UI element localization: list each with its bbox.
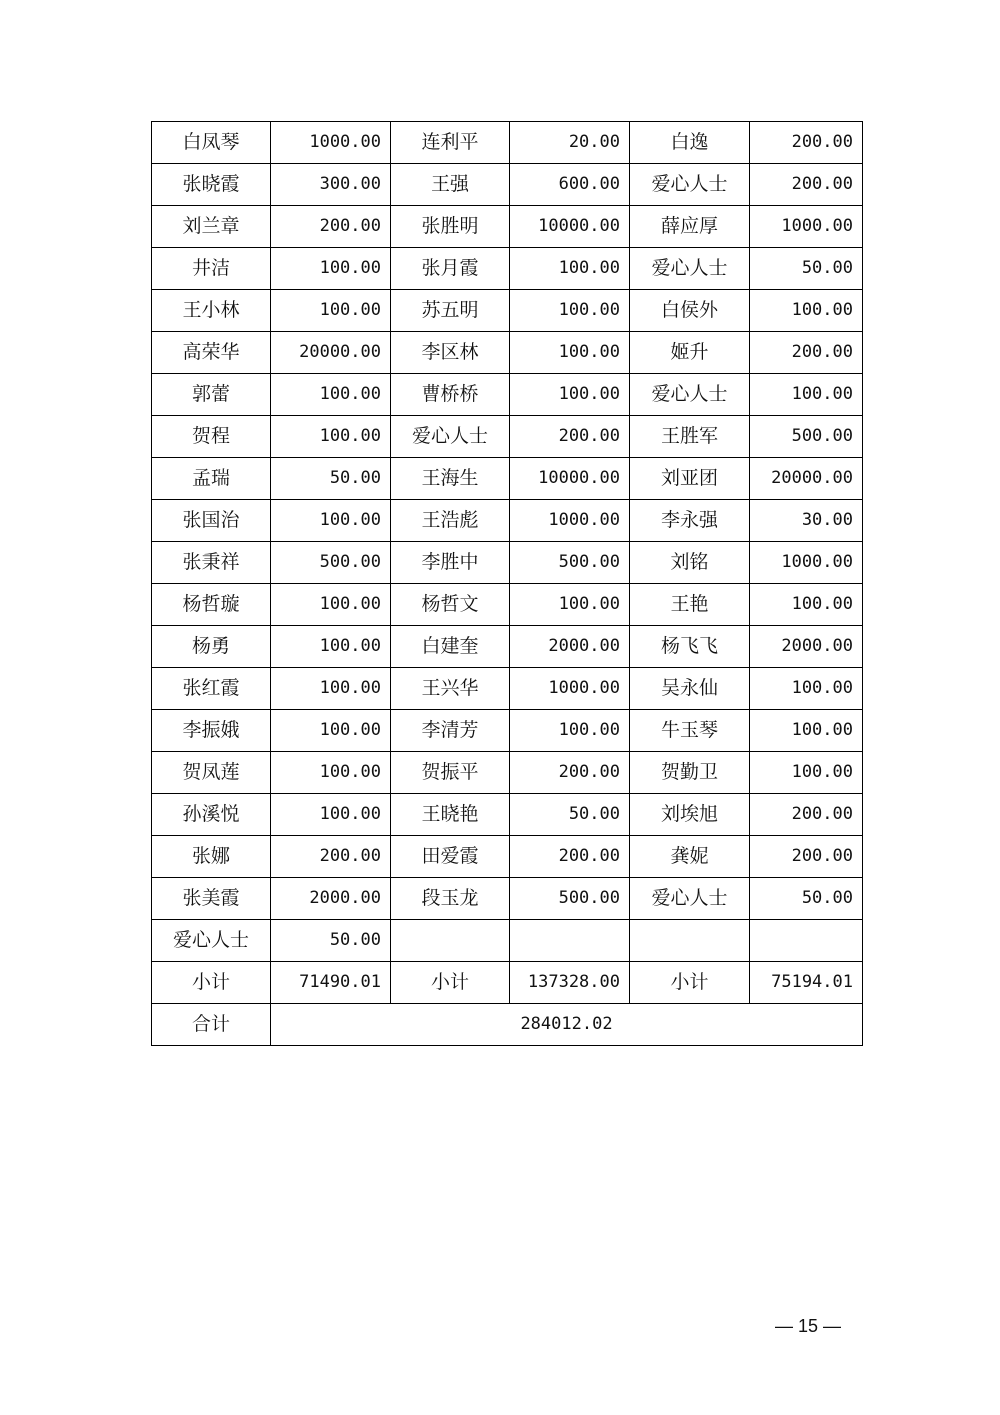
donor-name: 贺凤莲: [152, 752, 271, 794]
donation-amount: 20000.00: [750, 458, 863, 500]
subtotal-label-2: 小计: [391, 962, 510, 1004]
subtotal-label-3: 小计: [630, 962, 750, 1004]
donor-name: 王海生: [391, 458, 510, 500]
donation-amount: 100.00: [510, 710, 630, 752]
donor-name: 龚妮: [630, 836, 750, 878]
table-row: [152, 920, 863, 962]
page-number: — 15 —: [774, 1316, 842, 1336]
donor-name: 牛玉琴: [630, 710, 750, 752]
donor-name: 连利平: [391, 122, 510, 164]
donor-name: 王强: [391, 164, 510, 206]
donor-name: 杨哲璇: [152, 584, 271, 626]
donation-amount: 100.00: [510, 584, 630, 626]
donation-amount: 200.00: [750, 164, 863, 206]
donor-name: 刘铭: [630, 542, 750, 584]
table-row: [152, 500, 863, 542]
donor-name: 张国治: [152, 500, 271, 542]
donation-amount: 20.00: [510, 122, 630, 164]
donation-amount: 100.00: [750, 710, 863, 752]
donor-name: 王小林: [152, 290, 271, 332]
donor-name: 田爱霞: [391, 836, 510, 878]
donation-amount: 100.00: [750, 290, 863, 332]
donor-name: 井洁: [152, 248, 271, 290]
donation-amount: 50.00: [510, 794, 630, 836]
table-row: [152, 542, 863, 584]
donation-amount: 200.00: [750, 794, 863, 836]
donor-name: 薛应厚: [630, 206, 750, 248]
donation-amount: 2000.00: [750, 626, 863, 668]
table-row: [152, 458, 863, 500]
donor-name: 杨哲文: [391, 584, 510, 626]
donor-name: 张娜: [152, 836, 271, 878]
donation-amount: 100.00: [750, 668, 863, 710]
donation-amount: 100.00: [271, 668, 391, 710]
donation-amount: 1000.00: [750, 206, 863, 248]
donor-name: 刘兰章: [152, 206, 271, 248]
donor-name: 孙溪悦: [152, 794, 271, 836]
table-row: [152, 416, 863, 458]
table-row: [152, 668, 863, 710]
donation-amount: [750, 920, 863, 962]
donation-amount: 10000.00: [510, 206, 630, 248]
donor-name: 李胜中: [391, 542, 510, 584]
donation-amount: 100.00: [271, 248, 391, 290]
donation-amount: 50.00: [271, 920, 391, 962]
donation-amount: 100.00: [271, 374, 391, 416]
donor-name: 姬升: [630, 332, 750, 374]
donation-amount: 100.00: [750, 752, 863, 794]
table-row: [152, 290, 863, 332]
donation-amount: 200.00: [750, 332, 863, 374]
donation-amount: 2000.00: [271, 878, 391, 920]
table-row: [152, 248, 863, 290]
donor-name: 爱心人士: [630, 374, 750, 416]
donor-name: 白建奎: [391, 626, 510, 668]
table-row: [152, 710, 863, 752]
donor-name: 李清芳: [391, 710, 510, 752]
donor-name: 贺振平: [391, 752, 510, 794]
donation-amount: [510, 920, 630, 962]
summary-body: [152, 962, 863, 1046]
donor-name: 张晓霞: [152, 164, 271, 206]
donor-name: 段玉龙: [391, 878, 510, 920]
donation-amount: 1000.00: [510, 500, 630, 542]
donor-name: 李振娥: [152, 710, 271, 752]
donation-amount: 50.00: [271, 458, 391, 500]
donor-name: 王艳: [630, 584, 750, 626]
donor-name: 刘亚团: [630, 458, 750, 500]
donor-name: 贺勤卫: [630, 752, 750, 794]
donation-amount: 500.00: [510, 878, 630, 920]
subtotal-amount-2: 137328.00: [510, 962, 630, 1004]
table-row: [152, 206, 863, 248]
donor-name: [391, 920, 510, 962]
donation-amount: 500.00: [750, 416, 863, 458]
total-row: [152, 1004, 863, 1046]
donation-amount: 200.00: [510, 752, 630, 794]
donation-amount: 100.00: [510, 374, 630, 416]
subtotal-label-1: 小计: [152, 962, 271, 1004]
donor-name: 爱心人士: [391, 416, 510, 458]
donation-amount: 1000.00: [510, 668, 630, 710]
donor-name: 王兴华: [391, 668, 510, 710]
donation-amount: 100.00: [271, 290, 391, 332]
table-row: [152, 164, 863, 206]
donation-amount: 100.00: [271, 584, 391, 626]
donor-name: 白逸: [630, 122, 750, 164]
donor-name: 白侯外: [630, 290, 750, 332]
table-row: [152, 836, 863, 878]
donation-amount: 200.00: [510, 416, 630, 458]
donation-amount: 100.00: [510, 290, 630, 332]
donor-name: 郭蕾: [152, 374, 271, 416]
donation-amount: 200.00: [510, 836, 630, 878]
table-row: [152, 332, 863, 374]
donation-amount: 100.00: [750, 584, 863, 626]
donor-name: 苏五明: [391, 290, 510, 332]
table-row: [152, 752, 863, 794]
table-row: [152, 878, 863, 920]
donor-name: 孟瑞: [152, 458, 271, 500]
donation-amount: 100.00: [750, 374, 863, 416]
table-row: [152, 122, 863, 164]
donor-name: 王晓艳: [391, 794, 510, 836]
table-row: [152, 626, 863, 668]
donor-name: 贺程: [152, 416, 271, 458]
donation-amount: 100.00: [271, 626, 391, 668]
donation-amount: 100.00: [510, 248, 630, 290]
donor-name: 刘埃旭: [630, 794, 750, 836]
donor-name: 爱心人士: [630, 878, 750, 920]
donor-name: 杨飞飞: [630, 626, 750, 668]
subtotal-amount-1: 71490.01: [271, 962, 391, 1004]
table-row: [152, 584, 863, 626]
donation-amount: 600.00: [510, 164, 630, 206]
donor-name: 王浩彪: [391, 500, 510, 542]
donation-amount: 200.00: [750, 836, 863, 878]
donation-amount: 10000.00: [510, 458, 630, 500]
donor-name: 张月霞: [391, 248, 510, 290]
donor-name: 高荣华: [152, 332, 271, 374]
donation-amount: 50.00: [750, 248, 863, 290]
total-amount: 284012.02: [271, 1004, 863, 1046]
donation-amount: 50.00: [750, 878, 863, 920]
donor-name: 王胜军: [630, 416, 750, 458]
donor-name: 吴永仙: [630, 668, 750, 710]
donor-name: 张胜明: [391, 206, 510, 248]
donor-name: 白凤琴: [152, 122, 271, 164]
donor-name: 爱心人士: [630, 164, 750, 206]
donation-amount: 20000.00: [271, 332, 391, 374]
donation-amount: 100.00: [510, 332, 630, 374]
donor-name: 李区林: [391, 332, 510, 374]
donor-name: 张秉祥: [152, 542, 271, 584]
donation-amount: 100.00: [271, 710, 391, 752]
donation-amount: 1000.00: [750, 542, 863, 584]
donation-amount: 500.00: [510, 542, 630, 584]
donation-amount: 300.00: [271, 164, 391, 206]
donor-name: 爱心人士: [152, 920, 271, 962]
total-label: 合计: [152, 1004, 271, 1046]
donation-amount: 200.00: [750, 122, 863, 164]
subtotal-row: [152, 962, 863, 1004]
donation-amount: 200.00: [271, 836, 391, 878]
donor-name: 张美霞: [152, 878, 271, 920]
donation-table: [151, 121, 863, 1046]
donor-name: 李永强: [630, 500, 750, 542]
donor-name: 张红霞: [152, 668, 271, 710]
donation-amount: 100.00: [271, 794, 391, 836]
donation-amount: 100.00: [271, 500, 391, 542]
donor-name: 爱心人士: [630, 248, 750, 290]
donation-amount: 200.00: [271, 206, 391, 248]
donation-amount: 500.00: [271, 542, 391, 584]
table-row: [152, 794, 863, 836]
subtotal-amount-3: 75194.01: [750, 962, 863, 1004]
table-row: [152, 374, 863, 416]
donation-amount: 30.00: [750, 500, 863, 542]
donor-name: 杨勇: [152, 626, 271, 668]
donation-amount: 100.00: [271, 752, 391, 794]
donation-table-body: [152, 122, 863, 962]
donation-amount: 1000.00: [271, 122, 391, 164]
donor-name: [630, 920, 750, 962]
donation-amount: 2000.00: [510, 626, 630, 668]
donation-amount: 100.00: [271, 416, 391, 458]
donor-name: 曹桥桥: [391, 374, 510, 416]
